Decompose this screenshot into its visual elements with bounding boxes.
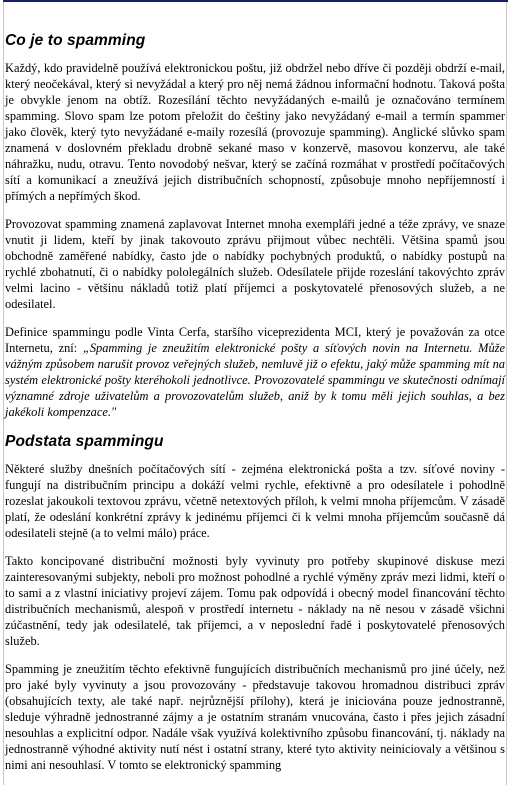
paragraph-cerf-definition <box>5 324 505 420</box>
article <box>5 31 505 785</box>
cerf-intro: Definice spammingu podle Vinta Cerfa, staršího viceprezidenta MCI, který je považován za otce Internetu, zní: <box>5 325 505 355</box>
paragraph-zneuziti: Spamming je zneužitím těchto efektivně fungujících distribučních mechanismů pro jiné účely, než pro jaké byly vyvinuty a jsou provozovány - představuje takovou hromadnou distribuci zpráv (obsahujících texty, ale také např. nejrůznější přílohy), která je iniciována pouze jednostranně, sleduje výhradně jednostranné zájmy a je ostatním stranám vnucována, často i přes jejich zásadní nesouhlas a explicitní odpor. Nadále však využívá kolektivního způsobu financování, tj. náklady na jednostranně výhodné aktivity nutí nést i ostatní strany, které tyto aktivity neiniciovaly a většinou s nimi ani nesouhlasí. V tomto se elektronický spamming <box>5 662 505 772</box>
paragraph-definition: Každý, kdo pravidelně používá elektronickou poštu, již obdržel nebo dříve či později obdrží e-mail, který neočekával, který si nevyžádal a který pro něj nemá žádnou informační hodnotu. Taková pošta je obvykle jenom na obtíž. Rozesílání těchto nevyžádaných e-mailů je označováno termínem spamming. Slovo spam lze potom přeložit do češtiny jako nevyžádaný e-mail a termín spammer jako člověk, který tyto nevyžádané e-maily rozesílá (provozuje spamming). Anglické slůvko spam znamená v doslovném překladu drobně sekané maso v konzervě, masovou konzervu, ale také náhražku, nudu, otravu. Tento novodobý nešvar, který se začíná rozmáhat v prostředí počítačových sítí a komunikací a zneužívá jejich distribučních schopností, způsobuje mnoho nepříjemností i přímých a nepřímých škod. <box>5 61 505 203</box>
cerf-quote: „Spamming je zneužitím elektronické pošty a síťových novin na Internetu. Může vážným způsobem narušit provoz veřejných služeb, nemluvě již o efektu, jaký může spamming mít na systém elektronické pošty kteréhokoli jednotlivce. Provozovatelé spammingu ve skutečnosti odnímají významné zdroje uživatelům a provozovatelům služeb, aniž by k tomu měli jejich souhlas, a bez jakékoli kompenzace." <box>5 341 505 419</box>
paragraph-distribucni-moznosti: Takto koncipované distribuční možnosti byly vyvinuty pro potřeby skupinové diskuse mezi zainteresovanými subjekty, neboli pro možnost pohodlné a rychlé výměny zpráv mezi lidmi, kteří o to sami a z vlastní iniciativy projeví zájem. Tomu pak odpovídá i obecný model financování těchto distribučních mechanismů, alespoň v prostředí internetu - náklady na ně nesou v zásadě všichni zúčastnění, tedy jak odesilatelé, tak příjemci, a v neposlední řadě i poskytovatelé přenosových služeb. <box>5 554 505 648</box>
paragraph-sluzby: Některé služby dnešních počítačových sítí - zejména elektronická pošta a tzv. síťové noviny - fungují na distribučním principu a dokáží velmi rychle, efektivně a pro odesílatele i pohodlně rozeslat jakoukoli textovou zprávu, včetně netextových příloh, k velmi mnoha příjemcům. V zásadě platí, že odeslání konkrétní zprávy k jedinému příjemci či k velmi mnoha příjemcům současně dá odesilateli stejně (a to velmi málo) práce. <box>5 462 505 540</box>
paragraph-provozovat: Provozovat spamming znamená zaplavovat Internet mnoha exempláři jedné a téže zprávy, ve snaze vnutit ji lidem, kteří by jinak takovouto zprávu přijmout vůbec nechtěli. Většina spamů jsou obchodně zaměřené nabídky, často jde o nabídky pochybných produktů, o nabídky postupů na rychlé zbohatnutí, či o nabídky pololegálních služeb. Odesílatele přijde rozeslání takovýchto zpráv velmi lacino - většinu nákladů totiž platí příjemci a poskytovatelé přenosových služeb, a ne odesilatel. <box>5 217 505 311</box>
section-heading-co-je-to-spamming: Co je to spamming <box>5 32 146 49</box>
section-heading-podstata-spammingu: Podstata spammingu <box>5 433 164 450</box>
